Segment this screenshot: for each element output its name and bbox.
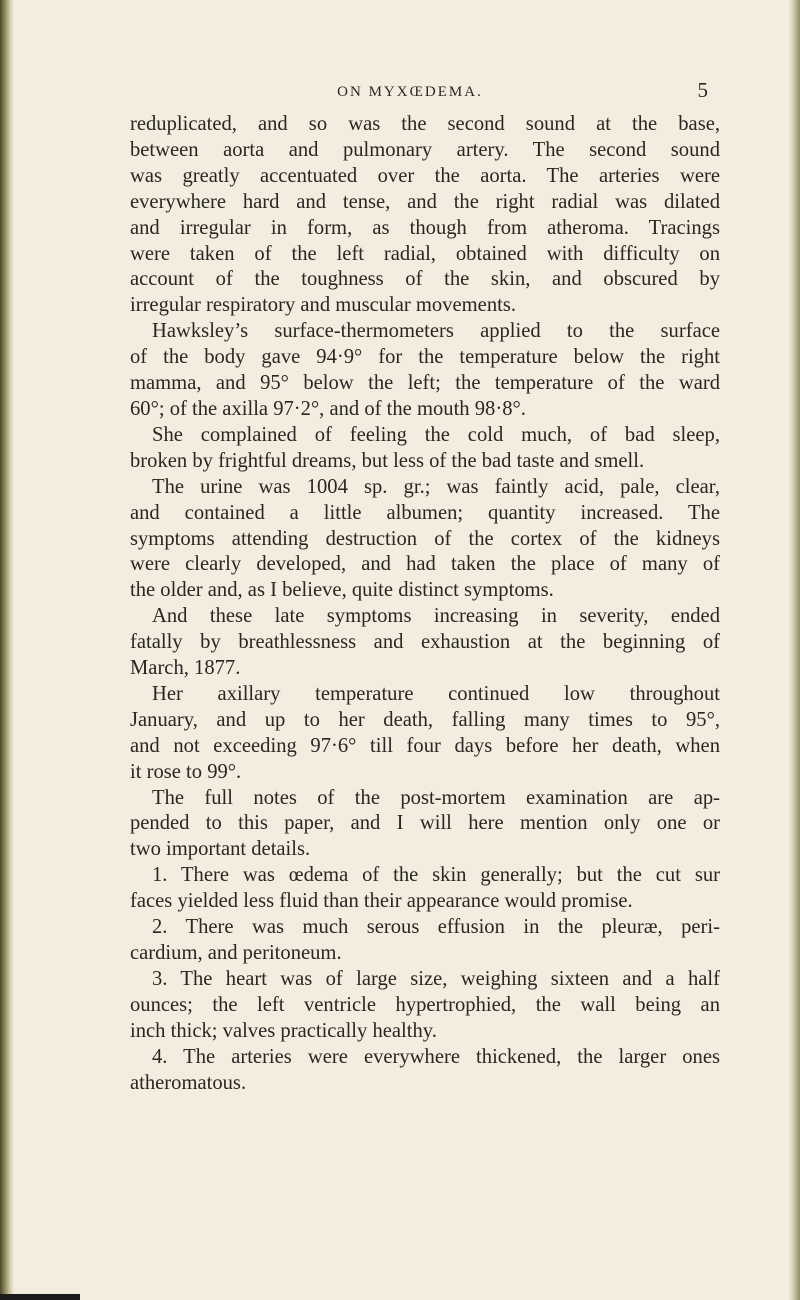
text-line: two important details. — [130, 838, 311, 861]
page-edge-left — [0, 0, 14, 1300]
text-line: faces yielded less fluid than their appearance would promise. — [130, 890, 633, 913]
text-line: the older and, as I believe, quite distinct symptoms. — [130, 579, 554, 602]
text-line: broken by frightful dreams, but less of the bad taste and smell. — [130, 449, 645, 472]
text-line: 1. There was œdema of the skin generally; but the cut sur — [152, 864, 720, 887]
page-edge-right — [788, 0, 800, 1300]
text-line: account of the toughness of the skin, and obscured by — [130, 268, 720, 291]
text-line: it rose to 99°. — [130, 760, 242, 783]
text-line: everywhere hard and tense, and the right radial was dilated — [130, 190, 720, 213]
text-line: inch thick; valves practically healthy. — [130, 1019, 437, 1042]
text-line: and not exceeding 97·6° till four days before her death, when — [130, 734, 720, 757]
text-line: symptoms attending destruction of the cortex of the kidneys — [130, 527, 720, 550]
body-text — [130, 112, 720, 1096]
text-line: The full notes of the post-mortem examination are ap- — [152, 786, 720, 809]
text-line: were clearly developed, and had taken the place of many of — [130, 553, 720, 576]
text-line: 2. There was much serous effusion in the pleuræ, peri- — [152, 916, 720, 939]
text-line: ounces; the left ventricle hypertrophied, the wall being an — [130, 993, 720, 1016]
text-line: The urine was 1004 sp. gr.; was faintly acid, pale, clear, — [152, 475, 720, 498]
text-line: cardium, and peritoneum. — [130, 942, 342, 964]
text-line: January, and up to her death, falling many times to 95°, — [130, 708, 720, 731]
text-line: and contained a little albumen; quantity increased. The — [130, 501, 720, 524]
page-number: 5 — [697, 78, 708, 102]
text-line: was greatly accentuated over the aorta. The arteries were — [130, 164, 720, 187]
text-line: And these late symptoms increasing in severity, ended — [152, 605, 720, 628]
text-line: March, 1877. — [130, 657, 241, 680]
text-line: were taken of the left radial, obtained with difficulty on — [130, 242, 720, 265]
text-line: 3. The heart was of large size, weighing sixteen and a half — [152, 967, 720, 990]
text-line: of the body gave 94·9° for the temperature below the right — [130, 346, 720, 369]
text-line: 4. The arteries were everywhere thickened, the larger ones — [152, 1045, 720, 1068]
text-line: mamma, and 95° below the left; the temperature of the ward — [130, 372, 720, 395]
text-line: reduplicated, and so was the second sound at the base, — [130, 113, 720, 135]
text-line: She complained of feeling the cold much, of bad sleep, — [152, 423, 720, 446]
text-line: irregular respiratory and muscular movements. — [130, 294, 517, 317]
text-line: Her axillary temperature continued low throughout — [152, 682, 720, 705]
text-line: atheromatous. — [130, 1071, 247, 1094]
page-header — [110, 78, 710, 108]
text-line: 60°; of the axilla 97·2°, and of the mouth 98·8°. — [130, 397, 526, 420]
text-line: Hawksley’s surface-thermometers applied to the surface — [152, 320, 720, 343]
text-line: between aorta and pulmonary artery. The second sound — [130, 138, 720, 161]
bottom-rule — [0, 1294, 80, 1300]
text-line: fatally by breathlessness and exhaustion at the beginning of — [130, 631, 720, 654]
running-head: ON MYXŒDEMA. — [337, 84, 483, 100]
text-line: pended to this paper, and I will here mention only one or — [130, 812, 720, 835]
text-line: and irregular in form, as though from atheroma. Tracings — [130, 216, 720, 239]
